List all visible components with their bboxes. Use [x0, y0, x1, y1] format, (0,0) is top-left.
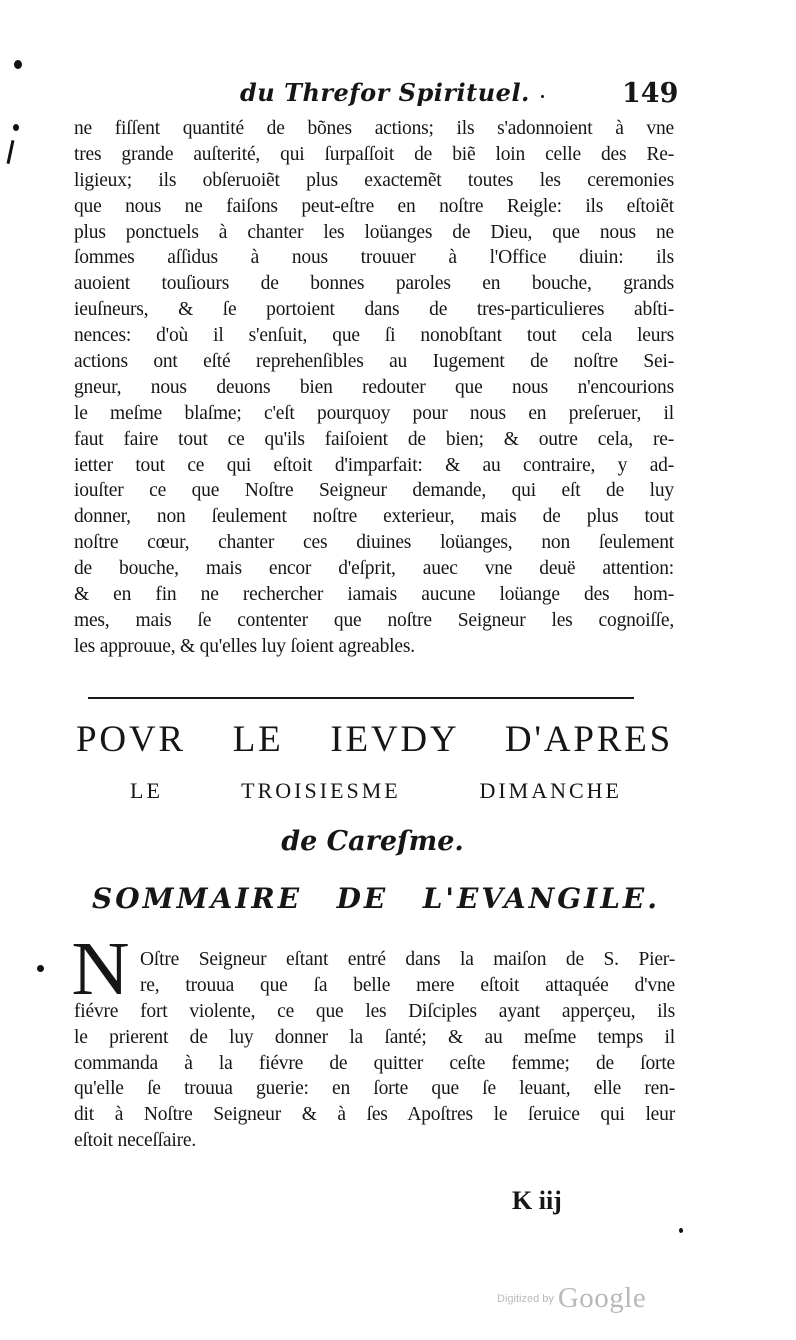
text-line: gneur, nous deuons bien redouter que nous n'encourions — [74, 376, 674, 398]
text-line: Oſtre Seigneur eſtant entré dans la maiſon de S. Pier- — [140, 949, 675, 970]
text-line: ne fiſſent quantité de bõnes actions; ils s'adonnoient à vne — [74, 118, 674, 139]
text-line: auoient touſiours de bonnes paroles en bouche, grands — [74, 273, 674, 295]
text-line: fiévre fort violente, ce que les Diſciples ayant apperçeu, ils — [74, 1000, 675, 1022]
text-line: le meſme blaſme; c'eſt pourquoy pour nous en preſeruer, il — [74, 402, 674, 424]
text-line: faut faire tout ce qu'ils faiſoient de bien; & outre cela, re- — [74, 428, 674, 450]
body-text — [74, 116, 674, 660]
text-line: ietter tout ce qui eſtoit d'imparfait: & au contraire, y ad- — [74, 454, 674, 476]
signature-mark: K iij — [512, 1186, 562, 1215]
text-line: ieuſneurs, & ſe portoient dans de tres-particulieres abſti- — [74, 299, 674, 321]
margin-stroke — [7, 140, 15, 164]
text-line: eſtoit neceſſaire. — [74, 1130, 196, 1152]
section-rule — [88, 697, 634, 699]
text-line: qu'elle ſe trouua guerie: en ſorte que ſe leuant, elle ren- — [74, 1078, 675, 1100]
section-subheading-italic: de Careſme. — [281, 826, 464, 857]
text-line: actions ont eſté reprehenſibles au Iugement de noſtre Sei- — [74, 351, 674, 373]
margin-speck — [14, 60, 22, 69]
text-line: noſtre cœur, chanter ces diuines loüanges, non ſeulement — [74, 532, 674, 554]
text-line: ligieux; ils obſeruoiẽt plus exactemẽt toutes les ceremonies — [74, 169, 674, 191]
text-line: tres grande auſterité, qui ſurpaſſoit de biẽ loin celle des Re- — [74, 143, 674, 165]
text-line: nences: d'où il s'enſuit, que ſi nonobſtant tout cela leurs — [74, 325, 674, 347]
margin-speck — [541, 95, 544, 98]
watermark-small-text: Digitized by — [497, 1292, 554, 1305]
margin-speck — [679, 1228, 683, 1233]
summary-text — [74, 947, 675, 1154]
margin-speck — [13, 124, 19, 131]
text-line: que nous ne faiſons peut-eſtre en noſtre Reigle: ils eſtoiẽt — [74, 195, 674, 217]
digitized-watermark — [497, 1282, 646, 1315]
text-line: le prierent de luy donner la ſanté; & au meſme temps il — [74, 1026, 675, 1048]
text-line: plus ponctuels à chanter les loüanges de Dieu, que nous ne — [74, 221, 674, 243]
text-line: dit à Noſtre Seigneur & à ſes Apoſtres le ſeruice qui leur — [74, 1104, 675, 1126]
text-line: commanda à la fiévre de quitter ceſte femme; de ſorte — [74, 1052, 675, 1074]
text-line: re, trouua que ſa belle mere eſtoit attaquée d'vne — [140, 974, 675, 996]
text-line: les approuue, & qu'elles luy ſoient agreables. — [74, 635, 415, 657]
section-subheading: LE TROISIESME DIMANCHE — [130, 778, 622, 803]
page-number: 149 — [622, 78, 679, 109]
text-line: ſommes aſſidus à nous trouuer à l'Office diuin: ils — [74, 247, 674, 269]
running-head: du Threfor Spirituel. — [240, 78, 530, 107]
text-line: & en fin ne rechercher iamais aucune loüange des hom- — [74, 584, 674, 606]
text-line: iouſter ce que Noſtre Seigneur demande, qui eſt de luy — [74, 480, 674, 502]
summary-heading: SOMMAIRE DE L'EVANGILE. — [92, 882, 660, 915]
text-line: de bouche, mais encor d'eſprit, auec vne deuë attention: — [74, 558, 674, 580]
section-heading: POVR LE IEVDY D'APRES — [76, 719, 673, 760]
text-line: donner, non ſeulement noſtre exterieur, mais de plus tout — [74, 506, 674, 528]
text-line: mes, mais ſe contenter que noſtre Seigneur les cognoiſſe, — [74, 609, 674, 631]
drop-cap: N — [71, 927, 130, 1011]
watermark-logo-text: Google — [557, 1282, 647, 1314]
margin-speck — [37, 965, 44, 972]
